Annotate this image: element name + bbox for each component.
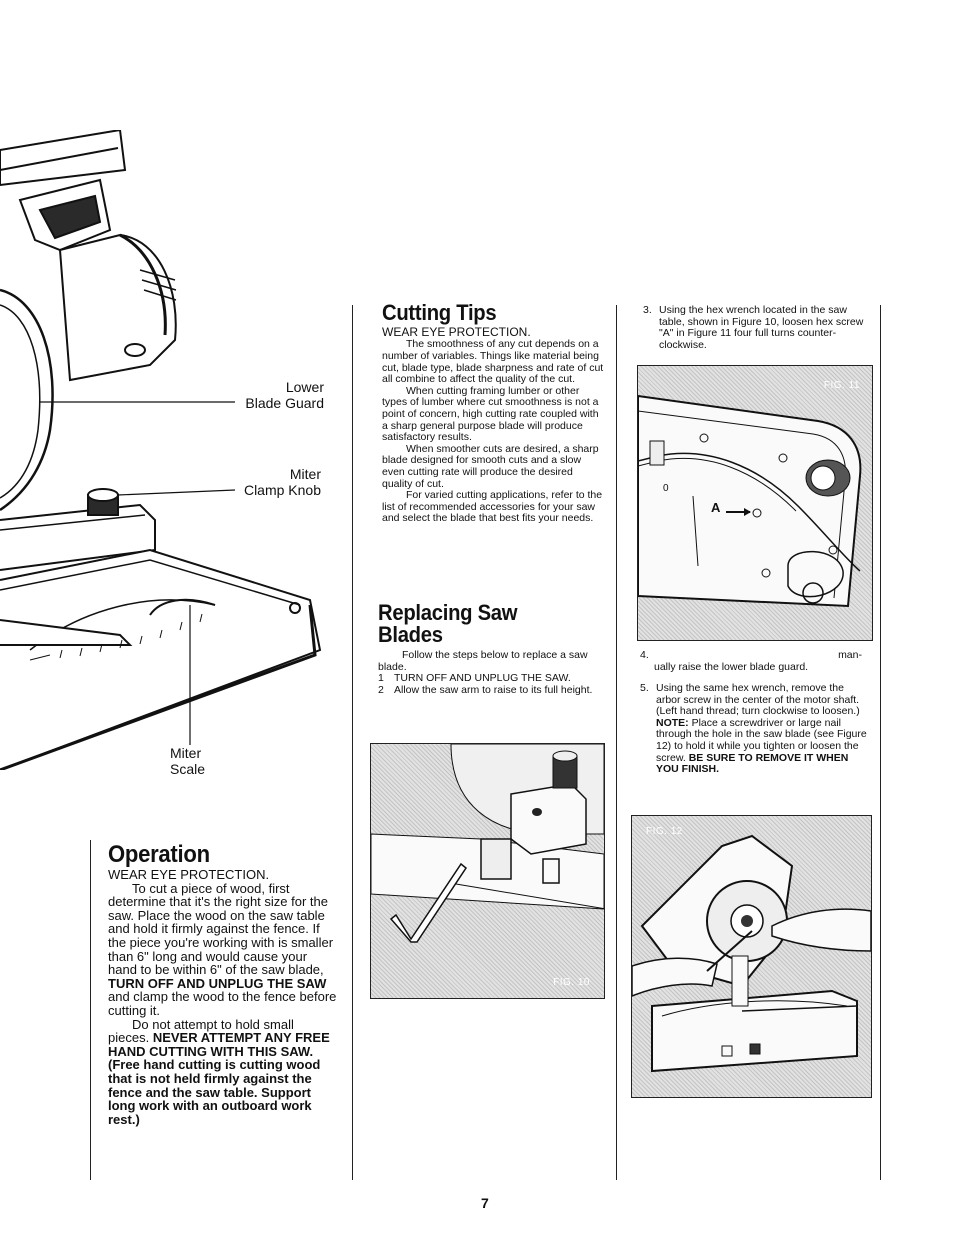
- replacing-blades-section: [378, 602, 604, 696]
- column-divider-4: [880, 305, 881, 1180]
- operation-warning: WEAR EYE PROTECTION.: [108, 867, 270, 882]
- cutting-tips-para-1: The smoothness of any cut depends on a number of variables. Things like material being cut, blade type, blade sharpness and rate of cut all combine to affect the quality of the cut.: [382, 338, 604, 386]
- step-4: 4. man- ually raise the lower blade guard.: [640, 649, 862, 673]
- replacing-heading-line-1: Replacing Saw: [378, 600, 518, 625]
- replacing-steps: [378, 673, 604, 696]
- figure-12: [631, 815, 872, 1098]
- step-3: 3. Using the hex wrench located in the saw table, shown in Figure 10, loosen hex screw "A" in Figure 11 four full turns counter-clockwise.: [643, 304, 864, 351]
- column-divider-2: [352, 305, 353, 1180]
- cutting-tips-section: [382, 302, 604, 525]
- column-divider-3: [616, 305, 617, 1180]
- operation-heading: Operation: [108, 841, 210, 868]
- replacing-step: 2 Allow the saw arm to raise to its full height.: [378, 683, 593, 696]
- callout-miter-clamp-knob: Miter Clamp Knob: [243, 466, 321, 498]
- callout-lower-blade-guard: Lower Blade Guard: [245, 379, 324, 411]
- callout-miter-scale: Miter Scale: [170, 745, 206, 777]
- figure-11: [637, 365, 873, 641]
- figure-12-label: FIG. 12: [646, 826, 683, 837]
- operation-para-2: Do not attempt to hold small pieces. NEVER ATTEMPT ANY FREE HAND CUTTING WITH THIS SAW. (Free hand cutting is cutting wood that is not held firmly against the fence and the saw table. Support long work with an outboard work rest.): [108, 1016, 330, 1127]
- fig-11-marker-a: A: [711, 500, 721, 515]
- operation-section: [108, 843, 338, 1126]
- svg-text:0: 0: [663, 483, 669, 494]
- step-5: 5. Using the same hex wrench, remove the arbor screw in the center of the motor shaft. (Left hand thread; turn clockwise to loosen.) NOTE: Place a screwdriver or large nail through the hole in the saw blade (see Figure 12) to hold it while you tighten or loosen the screw. BE SURE TO REMOVE IT WHEN YOU FINISH.: [640, 682, 867, 776]
- table-underside-illustration: [638, 366, 872, 640]
- operation-para-1: To cut a piece of wood, first determine that it's the right size for the saw. Place the wood on the saw table and hold it firmly against the fence. If the piece you're working with is smaller than 6" long and would cause your hand to be within 6" of the saw blade, TURN OFF AND UNPLUG THE SAW and clamp the wood to the fence before cutting it.: [108, 880, 337, 1018]
- replacing-intro: Follow the steps below to replace a saw blade.: [378, 649, 588, 673]
- blade-removal-illustration: [632, 816, 871, 1097]
- cutting-tips-warning: WEAR EYE PROTECTION.: [382, 325, 531, 339]
- figure-10-label: FIG. 10: [553, 977, 590, 988]
- cutting-tips-para-2: When cutting framing lumber or other types of lumber where cut smoothness is not a point of concern, high cutting rate coupled with a sharp general purpose blade will produce satisfactory results.: [382, 384, 599, 444]
- figure-10: [370, 743, 605, 999]
- column-divider-1: [90, 840, 91, 1180]
- page-number: 7: [481, 1195, 489, 1211]
- miter-saw-illustration: [0, 130, 335, 770]
- figure-11-label: FIG. 11: [823, 380, 860, 391]
- cutting-tips-heading: Cutting Tips: [382, 300, 497, 325]
- hex-wrench-illustration: [371, 744, 604, 998]
- replacing-step: 1 TURN OFF AND UNPLUG THE SAW.: [378, 672, 571, 685]
- cutting-tips-para-3: When smoother cuts are desired, a sharp blade designed for smooth cuts and a slow even cutting rate will produce the desired quality of cut.: [382, 442, 599, 490]
- cutting-tips-para-4: For varied cutting applications, refer to the list of recommended accessories for your saw and select the blade that best fits your needs.: [382, 489, 603, 525]
- replacing-heading-line-2: Blades: [378, 622, 443, 647]
